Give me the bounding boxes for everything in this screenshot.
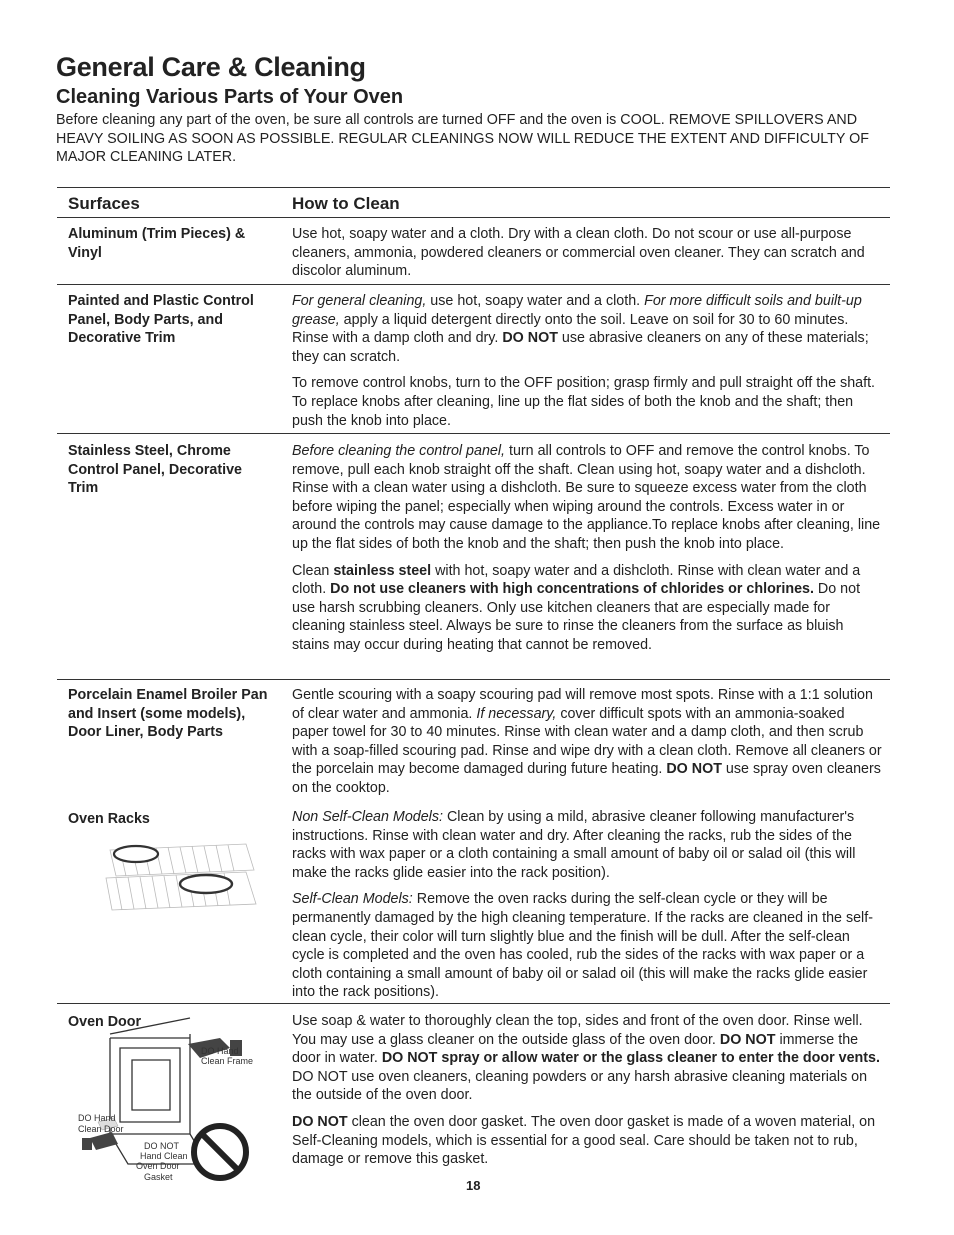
surface-aluminum-vinyl: Aluminum (Trim Pieces) & Vinyl [68,226,246,261]
paragraph [292,1113,884,1169]
text: apply a liquid detergent directly onto the soil. Leave on soil for 30 to 60 minutes. Rinse with a damp cloth and dry. [292,311,849,347]
row-text-painted [292,292,884,430]
bold-text: Do not use cleaners with high concentrations of chlorides or chlorines. [330,581,814,598]
oven-racks-illustration [96,832,266,922]
row-text-porcelain [292,686,884,798]
page-title: General Care & Cleaning [56,52,366,82]
prohibited-icon [194,1126,246,1178]
bold-text: DO NOT [502,330,558,347]
bold-text: stainless steel [333,562,432,579]
italic-text: For general cleaning, [292,293,427,309]
label-do-not-3: Oven Door [136,1161,180,1171]
row-text-oven-door [292,1012,884,1169]
label-do-hand-clean-door-2: Clean Door [78,1124,124,1134]
row-divider [57,679,890,680]
label-do-hand-clean-frame-1: DO Hand [201,1046,239,1056]
page-number: 18 [466,1178,481,1193]
oven-door-illustration [70,1014,270,1189]
text: Remove the oven racks during the self-clean cycle or they will be permanently damaged by the high cleaning temperature. If the racks are cleaned in the self-clean cycle, their color will turn slightly blue and the finish will be dull. After the self-clean cycle is completed and the oven has cooled, rub the sides of the racks with wax paper or a cloth containing a small amount of baby oil or salad oil (this will make the racks glide easier into the rack positions). [292,891,873,1001]
column-header-how-to-clean: How to Clean [292,194,400,213]
label-do-not-2: Hand Clean [140,1151,188,1161]
bold-text: DO NOT [719,1031,776,1048]
text: Clean by using a mild, abrasive cleaner following manufacturer's instructions. Rinse with clean water and dry. After cleaning the racks, rub the sides of the racks with wax paper or a cloth containing a small amount of baby oil or salad oil (this will make the racks glide easier into the rack position). [292,809,856,881]
italic-text: For more difficult soils and built-up grease, [292,293,862,328]
text: Clean [292,562,334,579]
table-header-rule [57,217,890,218]
label-do-hand-clean-door-1: DO Hand [78,1113,116,1123]
paragraph [292,292,884,366]
surface-porcelain-enamel: Porcelain Enamel Broiler Pan and Insert (some models), Door Liner, Body Parts [68,687,268,741]
paragraph [292,890,884,1002]
surface-oven-door: Oven Door [68,1014,142,1030]
label-do-not-4: Gasket [144,1172,173,1182]
italic-text: If necessary, [476,705,557,722]
text: turn all controls to OFF and remove the control knobs. To remove, pull each knob straight off the shaft. Clean using hot, soapy water and a dishcloth. Rinse with a clean water using a dishcloth. Be sure to squeeze excess water from the cloth before wiping the panel; especially when wiping around the controls. Excess water in or around the controls may cause damage to the appliance.To replace knobs after cleaning, line up the flat sides of both the knob and the shaft; then push the knob into place. [292,443,881,552]
bold-text: DO NOT [292,1113,348,1130]
italic-text: Before cleaning the control panel, [292,443,506,459]
paragraph [292,1012,884,1105]
row-text-aluminum [292,225,884,281]
text: Use soap & water to thoroughly clean the top, sides and front of the oven door. Rinse well. You may use a glass cleaner on the outside glass of the oven door. [292,1013,863,1048]
text: with hot, soapy water and a dishcloth. Rinse with clean water and a cloth. [292,562,861,598]
text: use hot, soapy water and a cloth. [426,293,645,309]
row-text-stainless [292,442,884,655]
section-title: Cleaning Various Parts of Your Oven [56,86,404,108]
paragraph: Use hot, soapy water and a cloth. Dry with a clean cloth. Do not scour or use all-purpose cleaners, ammonia, powdered cleaners or commercial oven cleaner. They can scratch and discolor aluminum. [292,226,865,280]
paragraph [292,808,884,882]
row-divider [57,284,890,285]
text: Gentle scouring with a soapy scouring pad will remove most spots. Rinse with a 1:1 solution of clear water and ammonia. [292,687,873,722]
row-divider [57,433,890,434]
bold-text: DO NOT [666,761,722,778]
paragraph [292,442,884,554]
label-do-not-1: DO NOT [144,1141,179,1151]
row-text-oven-racks [292,808,884,1002]
surface-painted-plastic: Painted and Plastic Control Panel, Body Parts, and Decorative Trim [68,293,254,347]
text: use abrasive cleaners on any of these materials; they can scratch. [292,330,869,365]
paragraph: To remove control knobs, turn to the OFF position; grasp firmly and pull straight off the shaft. To replace knobs after cleaning, line up the flat sides of both the knob and the shaft; then push the knob into place. [292,375,876,429]
row-divider [57,1003,890,1004]
text: use spray oven cleaners on the cooktop. [292,761,881,796]
italic-text: Non Self-Clean Models: [292,809,443,825]
label-do-hand-clean-frame-2: Clean Frame [201,1056,254,1066]
text: DO NOT use oven cleaners, cleaning powders or any harsh abrasive cleaning materials on the outside of the oven door. [292,1068,868,1104]
table-top-rule [57,187,890,188]
paragraph [292,686,884,798]
surface-oven-racks: Oven Racks [68,811,150,827]
cleaning-pad-icon [114,846,158,862]
intro-paragraph: Before cleaning any part of the oven, be sure all controls are turned OFF and the oven is COOL. REMOVE SPILLOVERS AND HEAVY SOILING AS SOON AS POSSIBLE. REGULAR CLEANINGS NOW WILL REDUCE THE EXTENT AND DIFFICULTY OF MAJOR CLEANING LATER. [56,112,869,165]
bold-text: DO NOT spray or allow water or the glass cleaner to enter the door vents. [381,1050,880,1067]
italic-text: Self-Clean Models: [292,891,413,908]
text: cover difficult spots with an ammonia-soaked paper towel for 30 to 40 minutes. Rinse with clean water and a damp cloth, and then scrub with a soap-filled scouring pad. Rinse and wipe dry with a clean cloth. Remove all cleaners or the porcelain may become damaged during future heating. [292,705,882,778]
paragraph [292,562,884,655]
column-header-surfaces: Surfaces [68,194,140,213]
text: immerse the door in water. [292,1031,859,1067]
cleaning-pad-icon [180,875,232,893]
text: clean the oven door gasket. The oven door gasket is made of a woven material, on Self-Cleaning models, which is essential for a good seal. Care should be taken not to rub, damage or remove this gasket. [292,1113,876,1168]
surface-stainless-steel: Stainless Steel, Chrome Control Panel, Decorative Trim [68,443,242,497]
text: Do not use harsh scrubbing cleaners. Only use kitchen cleaners that are especially made for cleaning stainless steel. Always be sure to rinse the cleaners from the surface as bluish stains may occur during heating that cannot be removed. [292,581,861,653]
